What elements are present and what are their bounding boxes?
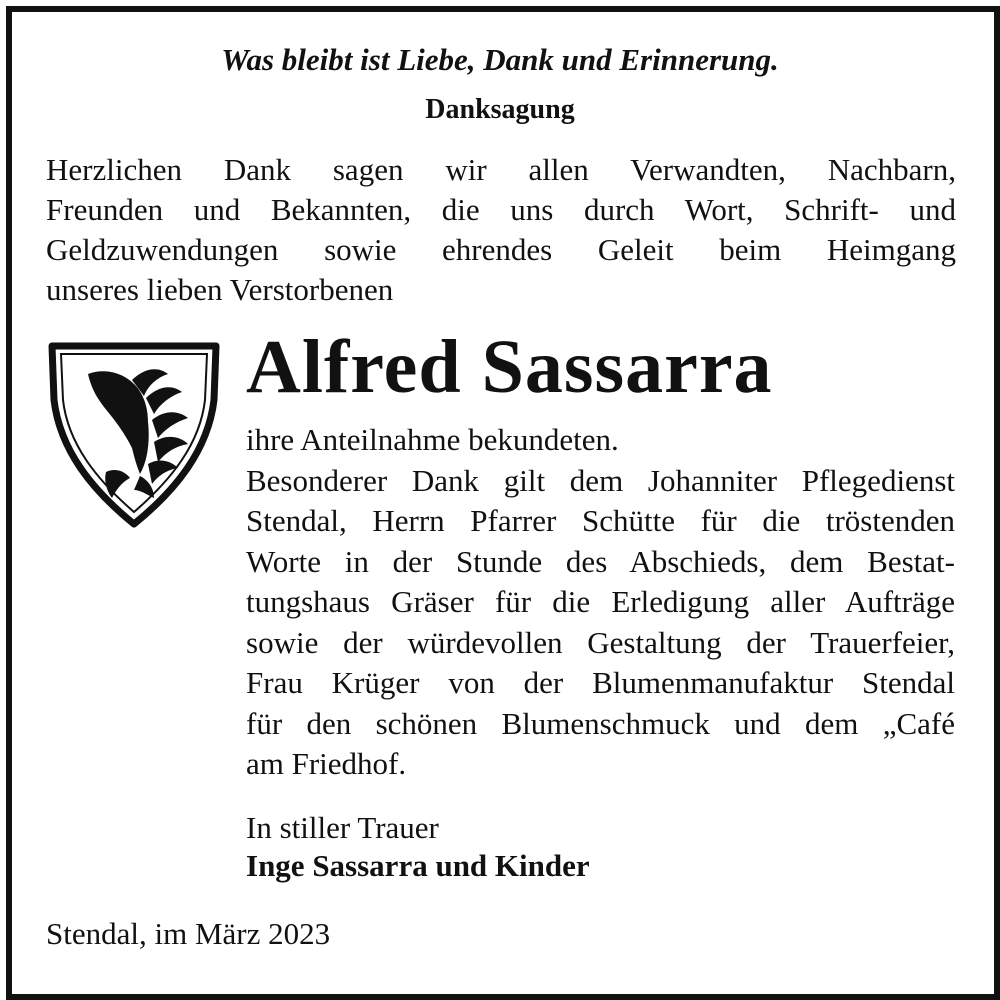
intro-line: Freunden und Bekannten, die uns durch Wort, Schrift- und xyxy=(46,192,956,227)
motto: Was bleibt ist Liebe, Dank und Erinnerung. xyxy=(221,42,779,77)
thanks-line: ihre Anteilnahme bekundeten. xyxy=(246,422,619,457)
shield-eagle-wing-icon xyxy=(48,340,220,530)
thanks-line: Besonderer Dank gilt dem Johanniter Pflegedienst xyxy=(246,462,955,498)
thanks-line: für den schönen Blumenschmuck und dem „Café xyxy=(246,705,955,741)
thanks-line: Worte in der Stunde des Abschieds, dem Bestat- xyxy=(246,543,955,579)
thanks-line: tungshaus Gräser für die Erledigung aller Aufträge xyxy=(246,584,955,619)
place-date: Stendal, im März 2023 xyxy=(46,916,331,951)
thanks-paragraph xyxy=(246,420,955,785)
intro-line: Herzlichen Dank sagen wir allen Verwandten, Nachbarn, xyxy=(46,152,956,187)
intro-line: unseres lieben Verstorbenen xyxy=(46,272,394,307)
heading-danksagung: Danksagung xyxy=(425,94,575,125)
intro-line: Geldzuwendungen sowie ehrendes Geleit beim Heimgang xyxy=(46,232,956,267)
deceased-name: Alfred Sassarra xyxy=(246,325,773,409)
thanks-line: Frau Krüger von der Blumenmanufaktur Stendal xyxy=(246,665,955,700)
intro-paragraph xyxy=(46,150,956,310)
closing-phrase: In stiller Trauer xyxy=(246,810,439,845)
family-signature: Inge Sassarra und Kinder xyxy=(246,848,590,883)
thanks-line: Stendal, Herrn Pfarrer Schütte für die tröstenden xyxy=(246,503,955,538)
thanks-line: am Friedhof. xyxy=(246,746,407,781)
thanks-line: sowie der würdevollen Gestaltung der Trauerfeier, xyxy=(246,624,955,660)
